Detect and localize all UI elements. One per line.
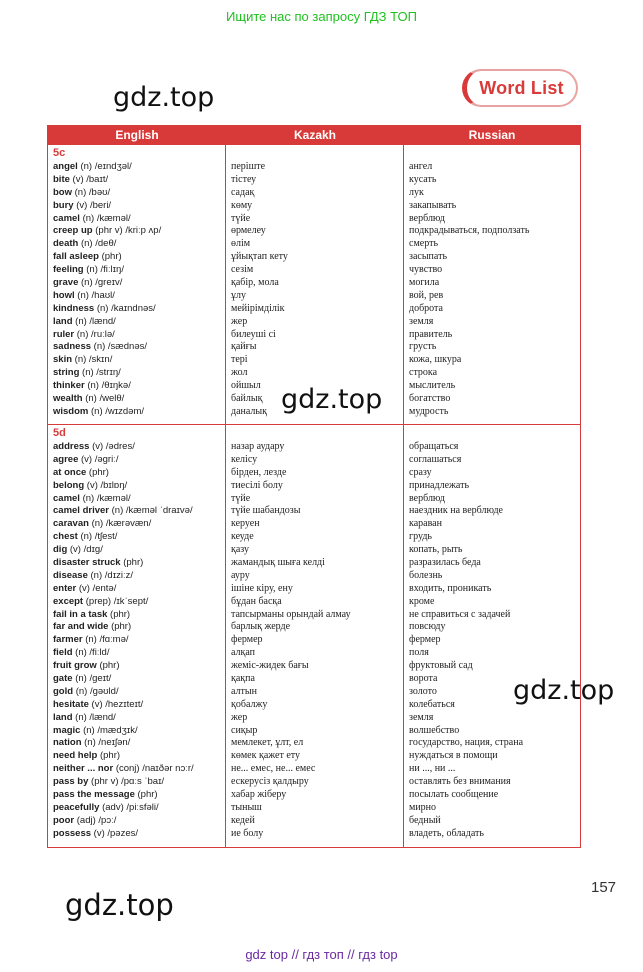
english-entry [53, 480, 223, 493]
kazakh-entry: керуен [231, 518, 260, 530]
english-entry [53, 505, 223, 518]
headword: at once [53, 466, 87, 478]
english-entry [53, 544, 223, 557]
part-of-speech-phonetic: (n) /sædnəs/ [93, 341, 147, 353]
kazakh-entry: тері [231, 354, 248, 366]
russian-entry: копать, рыть [409, 544, 463, 556]
kazakh-entry: жамандық шыға келді [231, 557, 325, 569]
english-entry [53, 802, 223, 815]
headword: sadness [53, 341, 92, 353]
english-entry [53, 750, 223, 763]
part-of-speech-phonetic: (adj) /pɔː/ [76, 814, 117, 826]
part-of-speech-phonetic: (n) /eɪndʒəl/ [80, 161, 132, 172]
headword: farmer [53, 634, 83, 646]
section-divider [48, 424, 580, 425]
english-entry [53, 277, 223, 290]
russian-entry: наездник на верблюде [409, 505, 503, 517]
kazakh-entry: тістеу [231, 173, 257, 185]
kazakh-entry: түйе шабандозы [231, 505, 301, 517]
russian-entry: разразилась беда [409, 557, 481, 569]
kazakh-entry: бұдан басқа [231, 595, 282, 607]
russian-entry: кроме [409, 595, 435, 607]
part-of-speech-phonetic: (n) /fiːld/ [75, 647, 110, 659]
kazakh-entry: келісу [231, 453, 258, 465]
header-russian: Russian [468, 128, 516, 142]
kazakh-entry: не... емес, не... емес [231, 763, 316, 775]
part-of-speech-phonetic: (n) /kæməl ˈdraɪvə/ [111, 505, 193, 517]
section-title: 5d [53, 427, 66, 439]
headword: hesitate [53, 698, 89, 710]
english-entry [53, 699, 223, 712]
russian-entry: бедный [409, 814, 441, 826]
kazakh-entry: барлық жерде [231, 621, 291, 633]
english-entry [53, 290, 223, 303]
russian-entry: оставлять без внимания [409, 776, 511, 788]
part-of-speech-phonetic: (n) /haʊl/ [77, 289, 115, 301]
part-of-speech-phonetic: (n) /neɪʃən/ [84, 737, 131, 749]
russian-entry: земля [409, 711, 434, 723]
kazakh-entry: ие болу [231, 827, 264, 839]
kazakh-entry: жеміс-жидек бағы [231, 660, 309, 672]
english-entry [53, 815, 223, 828]
column-divider [403, 145, 404, 847]
part-of-speech-phonetic: (n) /geɪt/ [75, 673, 112, 685]
headword: wealth [53, 393, 83, 405]
kazakh-entry: фермер [231, 634, 263, 646]
part-of-speech-phonetic: (phr) [99, 660, 120, 672]
english-entry [53, 187, 223, 200]
kazakh-entry: жер [231, 711, 248, 723]
headword: neither ... nor [53, 763, 114, 775]
part-of-speech-phonetic: (phr v) /pɑːs ˈbaɪ/ [91, 776, 165, 788]
headword: gold [53, 685, 74, 697]
watermark: gdz.top [513, 675, 615, 706]
kazakh-entry: тыныш [231, 801, 262, 813]
part-of-speech-phonetic: (n) /kæməl/ [82, 212, 131, 224]
part-of-speech-phonetic: (n) /bəʊ/ [74, 186, 111, 198]
english-entry [53, 493, 223, 506]
part-of-speech-phonetic: (n) /tʃest/ [80, 531, 118, 543]
headword: nation [53, 737, 82, 749]
part-of-speech-phonetic: (phr) [88, 466, 109, 478]
russian-entry: принадлежать [409, 479, 470, 491]
headword: land [53, 315, 73, 327]
kazakh-entry: ұйықтап кету [231, 251, 288, 263]
russian-entry: ни ..., ни ... [409, 763, 456, 775]
english-entry [53, 251, 223, 264]
word-list-table [47, 125, 581, 848]
part-of-speech-phonetic: (phr) [101, 251, 122, 263]
russian-entry: подкрадываться, подползать [409, 225, 530, 237]
kazakh-entry: өлім [231, 238, 251, 250]
english-entry [53, 828, 223, 841]
russian-entry: ворота [409, 673, 438, 685]
english-entry [53, 737, 223, 750]
part-of-speech-phonetic: (v) /dɪg/ [69, 544, 103, 556]
kazakh-entry: мемлекет, ұлт, ел [231, 737, 304, 749]
part-of-speech-phonetic: (n) /gəʊld/ [75, 685, 119, 697]
watermark: gdz.top [281, 384, 383, 415]
english-entry [53, 354, 223, 367]
russian-entry: не справиться с задачей [409, 608, 511, 620]
russian-entry: чувство [409, 264, 443, 276]
russian-entry: богатство [409, 393, 451, 405]
kazakh-entry: періште [231, 161, 266, 172]
english-entry [53, 634, 223, 647]
english-entry [53, 725, 223, 738]
kazakh-entry: жол [231, 367, 248, 379]
part-of-speech-phonetic: (n) /lænd/ [75, 315, 116, 327]
part-of-speech-phonetic: (v) /baɪt/ [72, 173, 109, 185]
kazakh-entry: қабір, мола [231, 277, 279, 289]
kazakh-entry: өрмелеу [231, 225, 266, 237]
russian-entry: золото [409, 685, 437, 697]
russian-entry: соглашаться [409, 453, 462, 465]
english-entry [53, 316, 223, 329]
part-of-speech-phonetic: (n) /welθ/ [85, 393, 125, 405]
english-entry [53, 406, 223, 419]
english-entry [53, 200, 223, 213]
kazakh-entry: алқап [231, 647, 256, 659]
headword: fall asleep [53, 251, 99, 263]
headword: need help [53, 750, 98, 762]
part-of-speech-phonetic: (phr) [111, 621, 132, 633]
english-entry [53, 609, 223, 622]
russian-entry: колебаться [409, 698, 455, 710]
headword: magic [53, 724, 81, 736]
english-entry [53, 621, 223, 634]
russian-entry: строка [409, 367, 438, 379]
header-english: English [115, 128, 159, 142]
russian-entry: кусать [409, 173, 437, 185]
part-of-speech-phonetic: (v) /əgriː/ [81, 453, 119, 465]
kazakh-entry: билеуші сі [231, 328, 276, 340]
russian-column [409, 161, 577, 419]
headword: belong [53, 479, 85, 491]
russian-entry: доброта [409, 302, 443, 314]
english-entry [53, 225, 223, 238]
russian-entry: верблюд [409, 212, 445, 224]
part-of-speech-phonetic: (n) /mædʒɪk/ [83, 724, 138, 736]
russian-entry: мудрость [409, 405, 449, 417]
kazakh-entry: қобалжу [231, 698, 268, 710]
kazakh-entry: бірден, лезде [231, 466, 287, 478]
headword: field [53, 647, 73, 659]
kazakh-column [231, 441, 401, 841]
part-of-speech-phonetic: (n) /fiːlɪŋ/ [86, 264, 124, 276]
part-of-speech-phonetic: (prep) /ɪkˈsept/ [85, 595, 149, 607]
english-entry [53, 467, 223, 480]
word-list-badge [462, 69, 578, 107]
headword: except [53, 595, 84, 607]
english-entry [53, 647, 223, 660]
part-of-speech-phonetic: (v) /pəzes/ [93, 827, 139, 839]
headword: pass the message [53, 789, 135, 801]
headword: bite [53, 173, 70, 185]
english-entry [53, 380, 223, 393]
headword: camel [53, 212, 80, 224]
russian-entry: посылать сообщение [409, 789, 499, 801]
part-of-speech-phonetic: (n) /fɑːmə/ [85, 634, 129, 646]
part-of-speech-phonetic: (n) /greɪv/ [81, 277, 123, 289]
headword: creep up [53, 225, 93, 237]
kazakh-entry: сиқыр [231, 724, 258, 736]
kazakh-entry: қазу [231, 544, 250, 556]
headword: caravan [53, 518, 89, 530]
english-entry [53, 531, 223, 544]
part-of-speech-phonetic: (n) /kærəvæn/ [91, 518, 152, 530]
russian-entry: лук [409, 186, 424, 198]
russian-entry: мыслитель [409, 380, 456, 392]
part-of-speech-phonetic: (n) /lænd/ [75, 711, 116, 723]
kazakh-entry: алтын [231, 685, 257, 697]
headword: skin [53, 354, 73, 366]
kazakh-entry: байлық [231, 393, 263, 405]
watermark: gdz.top [65, 888, 174, 922]
headword: camel driver [53, 505, 109, 517]
english-entry [53, 570, 223, 583]
column-divider [225, 145, 226, 847]
headword: camel [53, 492, 80, 504]
headword: bow [53, 186, 72, 198]
kazakh-entry: ауру [231, 569, 250, 581]
part-of-speech-phonetic: (n) /kæməl/ [82, 492, 131, 504]
headword: grave [53, 277, 79, 289]
russian-entry: обращаться [409, 441, 459, 452]
watermark: gdz.top [113, 82, 215, 113]
russian-entry: фруктовый сад [409, 660, 473, 672]
english-entry [53, 393, 223, 406]
headword: land [53, 711, 73, 723]
part-of-speech-phonetic: (phr) [99, 750, 121, 762]
english-entry [53, 776, 223, 789]
english-entry [53, 367, 223, 380]
russian-entry: ангел [409, 161, 433, 172]
part-of-speech-phonetic: (n) /skɪn/ [74, 354, 113, 366]
russian-entry: грудь [409, 531, 432, 543]
kazakh-entry: ұлу [231, 289, 246, 301]
russian-entry: правитель [409, 328, 453, 340]
headword: poor [53, 814, 75, 826]
kazakh-entry: кеуде [231, 531, 254, 543]
part-of-speech-phonetic: (n) /ruːlə/ [76, 328, 115, 340]
headword: possess [53, 827, 92, 839]
part-of-speech-phonetic: (v) /ədres/ [92, 441, 135, 452]
russian-entry: земля [409, 315, 434, 327]
russian-entry: сразу [409, 466, 432, 478]
part-of-speech-phonetic: (phr) [110, 608, 131, 620]
part-of-speech-phonetic: (v) /entə/ [78, 582, 117, 594]
kazakh-entry: түйе [231, 492, 251, 504]
kazakh-entry: жер [231, 315, 248, 327]
headword: address [53, 441, 90, 452]
russian-column [409, 441, 577, 841]
english-entry [53, 673, 223, 686]
kazakh-entry: тиесілі болу [231, 479, 283, 491]
headword: dig [53, 544, 68, 556]
russian-entry: верблюд [409, 492, 445, 504]
english-column [53, 441, 223, 841]
headword: kindness [53, 302, 95, 314]
part-of-speech-phonetic: (n) /kaɪndnəs/ [96, 302, 156, 314]
russian-entry: владеть, обладать [409, 827, 484, 839]
russian-entry: фермер [409, 634, 441, 646]
headword: disease [53, 569, 88, 581]
word-list-title: Word List [479, 78, 564, 98]
english-entry [53, 341, 223, 354]
headword: thinker [53, 380, 85, 392]
headword: fail in a task [53, 608, 108, 620]
russian-entry: волшебство [409, 724, 460, 736]
headword: feeling [53, 264, 84, 276]
part-of-speech-phonetic: (n) /dɪziːz/ [90, 569, 133, 581]
english-entry [53, 763, 223, 776]
kazakh-entry: хабар жіберу [231, 789, 287, 801]
footer-links[interactable]: gdz top // гдз топ // гдз top [245, 947, 398, 962]
headword: enter [53, 582, 77, 594]
english-entry [53, 583, 223, 596]
kazakh-entry: назар аудару [231, 441, 285, 452]
russian-entry: болезнь [409, 569, 443, 581]
headword: wisdom [53, 405, 89, 417]
kazakh-entry: ескерусіз қалдыру [231, 776, 309, 788]
english-entry [53, 329, 223, 342]
english-entry [53, 712, 223, 725]
english-entry [53, 789, 223, 802]
russian-entry: входить, проникать [409, 582, 492, 594]
headword: far and wide [53, 621, 109, 633]
headword: howl [53, 289, 75, 301]
part-of-speech-phonetic: (n) /strɪŋ/ [82, 367, 121, 379]
part-of-speech-phonetic: (phr v) /kriːp ʌp/ [95, 225, 162, 237]
part-of-speech-phonetic: (n) /θɪŋkə/ [87, 380, 131, 392]
headword: gate [53, 673, 73, 685]
part-of-speech-phonetic: (phr) [123, 557, 144, 569]
kazakh-entry: қайғы [231, 341, 257, 353]
russian-entry: повсюду [409, 621, 446, 633]
russian-entry: государство, нация, страна [409, 737, 524, 749]
russian-entry: смерть [409, 238, 439, 250]
english-entry [53, 686, 223, 699]
kazakh-column [231, 161, 401, 419]
english-entry [53, 518, 223, 531]
english-entry [53, 303, 223, 316]
kazakh-entry: көмек қажет ету [231, 750, 301, 762]
english-entry [53, 161, 223, 174]
headword: string [53, 367, 80, 379]
headword: death [53, 238, 79, 250]
english-entry [53, 596, 223, 609]
english-column [53, 161, 223, 419]
russian-entry: нуждаться в помощи [409, 750, 498, 762]
english-entry [53, 441, 223, 454]
english-entry [53, 213, 223, 226]
kazakh-entry: садақ [231, 186, 255, 198]
headword: fruit grow [53, 660, 97, 672]
section-title: 5c [53, 147, 66, 159]
part-of-speech-phonetic: (conj) /naɪðər nɔːr/ [115, 763, 194, 775]
english-entry [53, 174, 223, 187]
kazakh-entry: мейірімділік [231, 302, 285, 314]
kazakh-entry: кедей [231, 814, 255, 826]
part-of-speech-phonetic: (n) /wɪzdəm/ [91, 405, 145, 417]
part-of-speech-phonetic: (v) /beri/ [76, 199, 112, 211]
kazakh-entry: көму [231, 199, 253, 211]
russian-entry: могила [409, 277, 440, 289]
kazakh-entry: ойшыл [231, 380, 261, 392]
english-entry [53, 264, 223, 277]
headword: agree [53, 453, 79, 465]
top-note[interactable]: Ищите нас по запросу ГДЗ ТОП [226, 9, 417, 24]
headword: chest [53, 531, 78, 543]
part-of-speech-phonetic: (v) /bɪlɒŋ/ [86, 479, 128, 491]
kazakh-entry: қақпа [231, 673, 255, 685]
russian-entry: поля [409, 647, 429, 659]
russian-entry: мирно [409, 801, 437, 813]
headword: peacefully [53, 801, 100, 813]
part-of-speech-phonetic: (adv) /piːsfəli/ [102, 801, 159, 813]
russian-entry: засыпать [409, 251, 448, 263]
headword: bury [53, 199, 74, 211]
kazakh-entry: сезім [231, 264, 254, 276]
english-entry [53, 557, 223, 570]
part-of-speech-phonetic: (phr) [137, 789, 158, 801]
english-entry [53, 454, 223, 467]
russian-entry: кожа, шкура [409, 354, 462, 366]
kazakh-entry: түйе [231, 212, 251, 224]
headword: pass by [53, 776, 89, 788]
kazakh-entry: ішіне кіру, ену [231, 582, 293, 594]
header-kazakh: Kazakh [293, 128, 337, 142]
table-header [48, 126, 580, 145]
part-of-speech-phonetic: (v) /hezɪteɪt/ [91, 698, 144, 710]
russian-entry: вой, рев [409, 289, 444, 301]
page-number: 157 [591, 879, 617, 896]
part-of-speech-phonetic: (n) /deθ/ [80, 238, 117, 250]
russian-entry: караван [409, 518, 442, 530]
russian-entry: закапывать [409, 199, 457, 211]
russian-entry: грусть [409, 341, 437, 353]
headword: disaster struck [53, 557, 121, 569]
kazakh-entry: тапсырманы орындай алмау [231, 608, 351, 620]
headword: angel [53, 161, 78, 172]
headword: ruler [53, 328, 75, 340]
kazakh-entry: даналық [231, 405, 267, 417]
english-entry [53, 238, 223, 251]
english-entry [53, 660, 223, 673]
